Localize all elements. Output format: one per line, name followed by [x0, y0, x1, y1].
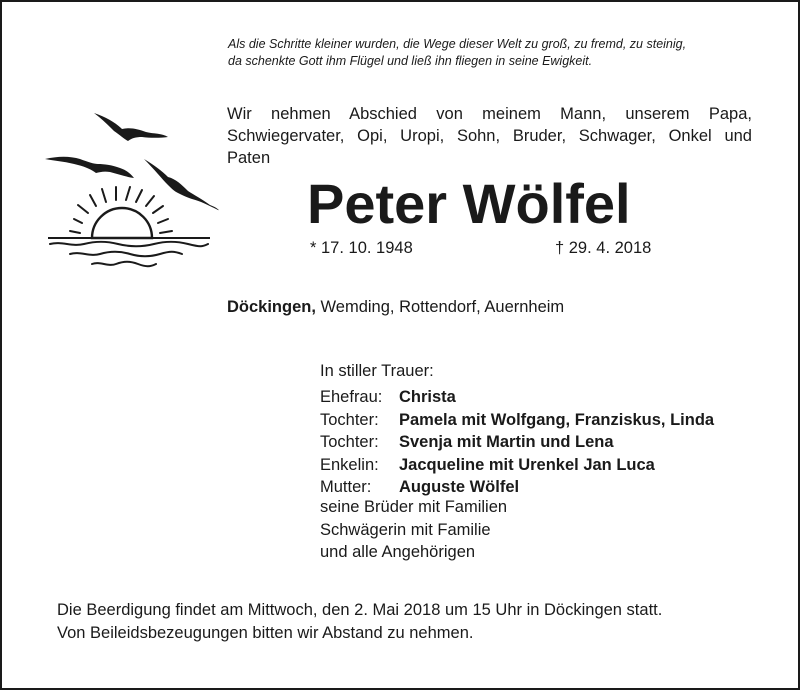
relative-row — [320, 431, 714, 454]
relative-names: Christa — [399, 388, 456, 406]
relative-role: Mutter: — [320, 478, 372, 496]
quote-line-1: Als die Schritte kleiner wurden, die Wege dieser Welt zu groß, zu fremd, zu steinig, — [228, 37, 687, 51]
relative-role: Tochter: — [320, 410, 379, 429]
funeral-notice — [57, 599, 757, 644]
relative-role: Ehefrau: — [320, 388, 383, 406]
bird-icon — [144, 159, 219, 210]
quote-line-2: da schenkte Gott ihm Flügel und ließ ihn fliegen in seine Ewigkeit. — [228, 54, 593, 68]
extra-mourner-line: und alle Angehörigen — [320, 543, 476, 561]
bird-icon — [45, 157, 134, 178]
extra-mourner-line: Schwägerin mit Familie — [320, 520, 491, 539]
funeral-line-2: Von Beileidsbezeugungen bitten wir Abstand zu nehmen. — [57, 623, 474, 642]
places-line — [227, 298, 564, 317]
primary-place: Döckingen, — [227, 298, 316, 316]
extra-mourner-line: seine Brüder mit Familien — [320, 498, 508, 516]
intro-line-2: Schwiegervater, Opi, Uropi, Sohn, Bruder, Schwager, Onkel und — [227, 127, 752, 145]
relative-row — [320, 454, 714, 477]
farewell-intro — [227, 103, 752, 147]
memorial-quote — [228, 36, 758, 70]
relative-role: Tochter: — [320, 433, 379, 451]
bird-icon — [94, 113, 168, 141]
extra-mourners — [320, 496, 507, 564]
relative-row — [320, 386, 714, 409]
relative-row — [320, 409, 714, 432]
mourning-heading: In stiller Trauer: — [320, 362, 434, 380]
relative-role: Enkelin: — [320, 455, 379, 474]
relative-names: Jacqueline mit Urenkel Jan Luca — [399, 455, 655, 474]
deceased-name: Peter Wölfel — [307, 172, 631, 235]
birds-sunset-icon — [42, 107, 222, 287]
intro-line-3: Paten — [227, 149, 271, 167]
other-places: Wemding, Rottendorf, Auernheim — [315, 298, 565, 316]
relative-names: Auguste Wölfel — [399, 478, 520, 496]
relative-names: Pamela mit Wolfgang, Franziskus, Linda — [399, 410, 715, 429]
relative-names: Svenja mit Martin und Lena — [399, 433, 614, 451]
birth-date: * 17. 10. 1948 — [310, 239, 413, 257]
intro-line-1: Wir nehmen Abschied von meinem Mann, unserem Papa, — [227, 105, 752, 123]
relatives-list — [320, 386, 714, 499]
funeral-line-1: Die Beerdigung findet am Mittwoch, den 2. Mai 2018 um 15 Uhr in Döckingen statt. — [57, 601, 663, 619]
death-date: † 29. 4. 2018 — [555, 239, 652, 257]
